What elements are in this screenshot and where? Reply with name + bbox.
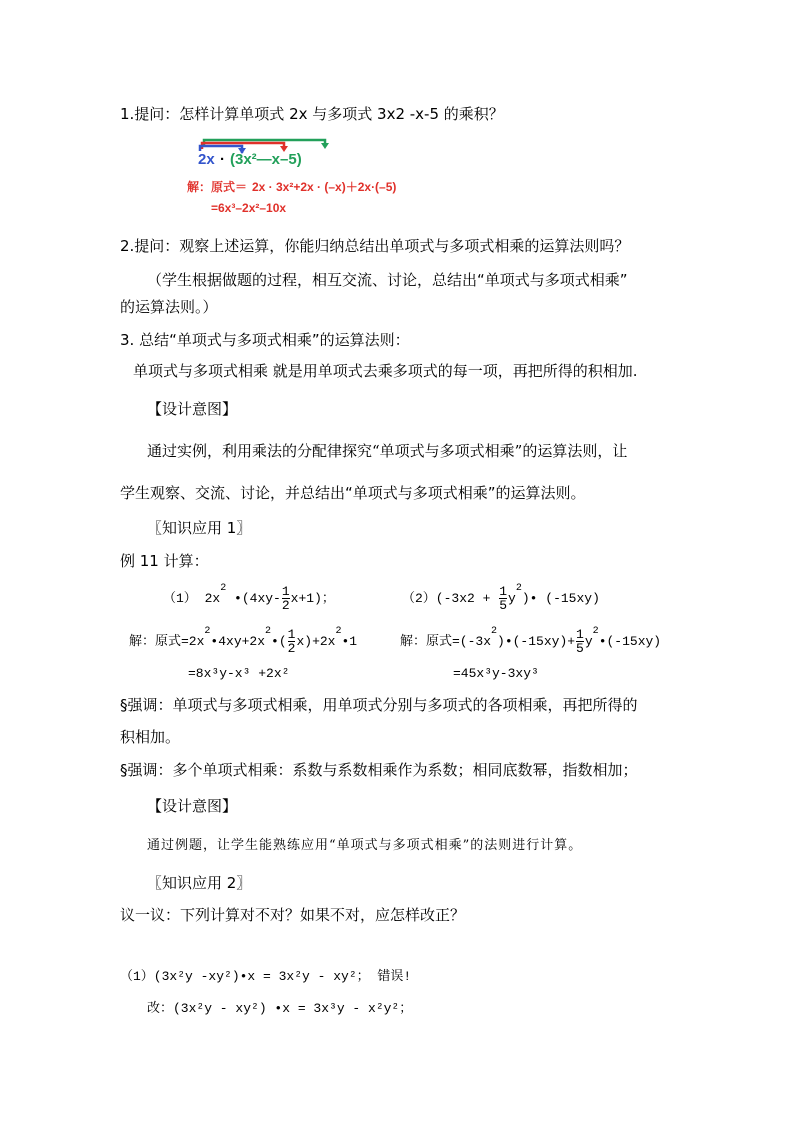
design-intent-title-1: 【设计意图】 xyxy=(147,400,238,418)
design-intent-text-1a: 通过实例，利用乘法的分配律探究“单项式与多项式相乘”的运算法则，让 xyxy=(147,442,628,460)
fraction-half: $\frac{1}{2}$ xyxy=(281,584,290,613)
rule-statement: 单项式与多项式相乘 就是用单项式去乘多项式的每一项，再把所得的积相加. xyxy=(133,362,638,380)
solution-result: =6x³–2x²–10x xyxy=(211,201,287,215)
example-title: 例 11 计算： xyxy=(120,552,209,570)
polynomial: (3x²—x–5) xyxy=(230,151,302,168)
student-note-line1: （学生根据做题的过程，相互交流、讨论，总结出“单项式与多项式相乘” xyxy=(147,271,628,289)
question-1: 1.提问：怎样计算单项式 2x 与多项式 3x2 -x-5 的乘积？ xyxy=(120,105,504,123)
knowledge-app-2-title: 〖知识应用 2〗 xyxy=(147,874,252,892)
dot-symbol: · xyxy=(220,151,225,168)
monomial-2x: 2x xyxy=(198,151,215,168)
design-intent-title-2: 【设计意图】 xyxy=(147,797,238,815)
fraction-fifth-2: $\frac{1}{5}$ xyxy=(576,627,584,656)
solution-label: 解：原式＝ xyxy=(187,180,248,194)
emphasis-1a: §强调：单项式与多项式相乘，用单项式分别与多项式的各项相乘，再把所得的 xyxy=(120,696,638,714)
solution-1-result: =8x³y-x³ +2x² xyxy=(188,666,290,681)
solution-1: 解：原式$=2x^2•4xy+2x^2•$( $\frac{1}{2}$ $x)+2x^2•1$ xyxy=(129,626,358,656)
discussion-prompt: 议一议：下列计算对不对？如果不对，应怎样改正？ xyxy=(120,906,466,924)
design-intent-text-1b: 学生观察、交流、讨论，并总结出“单项式与多项式相乘”的运算法则。 xyxy=(120,484,586,502)
question-2: 2.提问：观察上述运算，你能归纳总结出单项式与多项式相乘的运算法则吗？ xyxy=(120,237,630,255)
emphasis-2: §强调：多个单项式相乘：系数与系数相乘作为系数；相同底数幂，指数相加； xyxy=(120,761,638,779)
fraction-half-2: $\frac{1}{2}$ xyxy=(287,627,296,656)
design-intent-text-2: 通过例题，让学生能熟练应用“单项式与多项式相乘”的法则进行计算。 xyxy=(147,838,583,853)
exercise-1: （1） $2x^2$ •(4xy- $\frac{1}{2}$ x+1)； xyxy=(163,583,335,613)
solution-2-result: =45x³y-3xy³ xyxy=(453,666,539,681)
exercise-2: （2）(-3x2 + $\frac{1}{5}$ $y^2)•$ (-15xy) xyxy=(402,583,600,613)
knowledge-app-1-title: 〖知识应用 1〗 xyxy=(147,519,252,537)
student-note-line2: 的运算法则。） xyxy=(120,298,218,316)
distribution-figure xyxy=(180,137,420,217)
question-3: 3. 总结“单项式与多项式相乘”的运算法则： xyxy=(120,331,410,349)
item-1-correction: 改：(3x²y - xy²) •x = 3x³y - x²y²； xyxy=(147,1001,413,1016)
solution-expansion: 2x · 3x²+2x · (–x)＋2x·(–5) xyxy=(252,180,397,194)
fraction-fifth: $\frac{1}{5}$ xyxy=(499,584,508,613)
emphasis-1b: 积相加。 xyxy=(120,728,181,746)
item-1: （1）(3x²y -xy²)•x = 3x²y - xy²； 错误! xyxy=(120,969,412,984)
solution-2: 解：原式$=(-3x^2)•(-15xy)+$ $\frac{1}{5}$ $y^2•(-15xy)$ xyxy=(400,626,662,656)
